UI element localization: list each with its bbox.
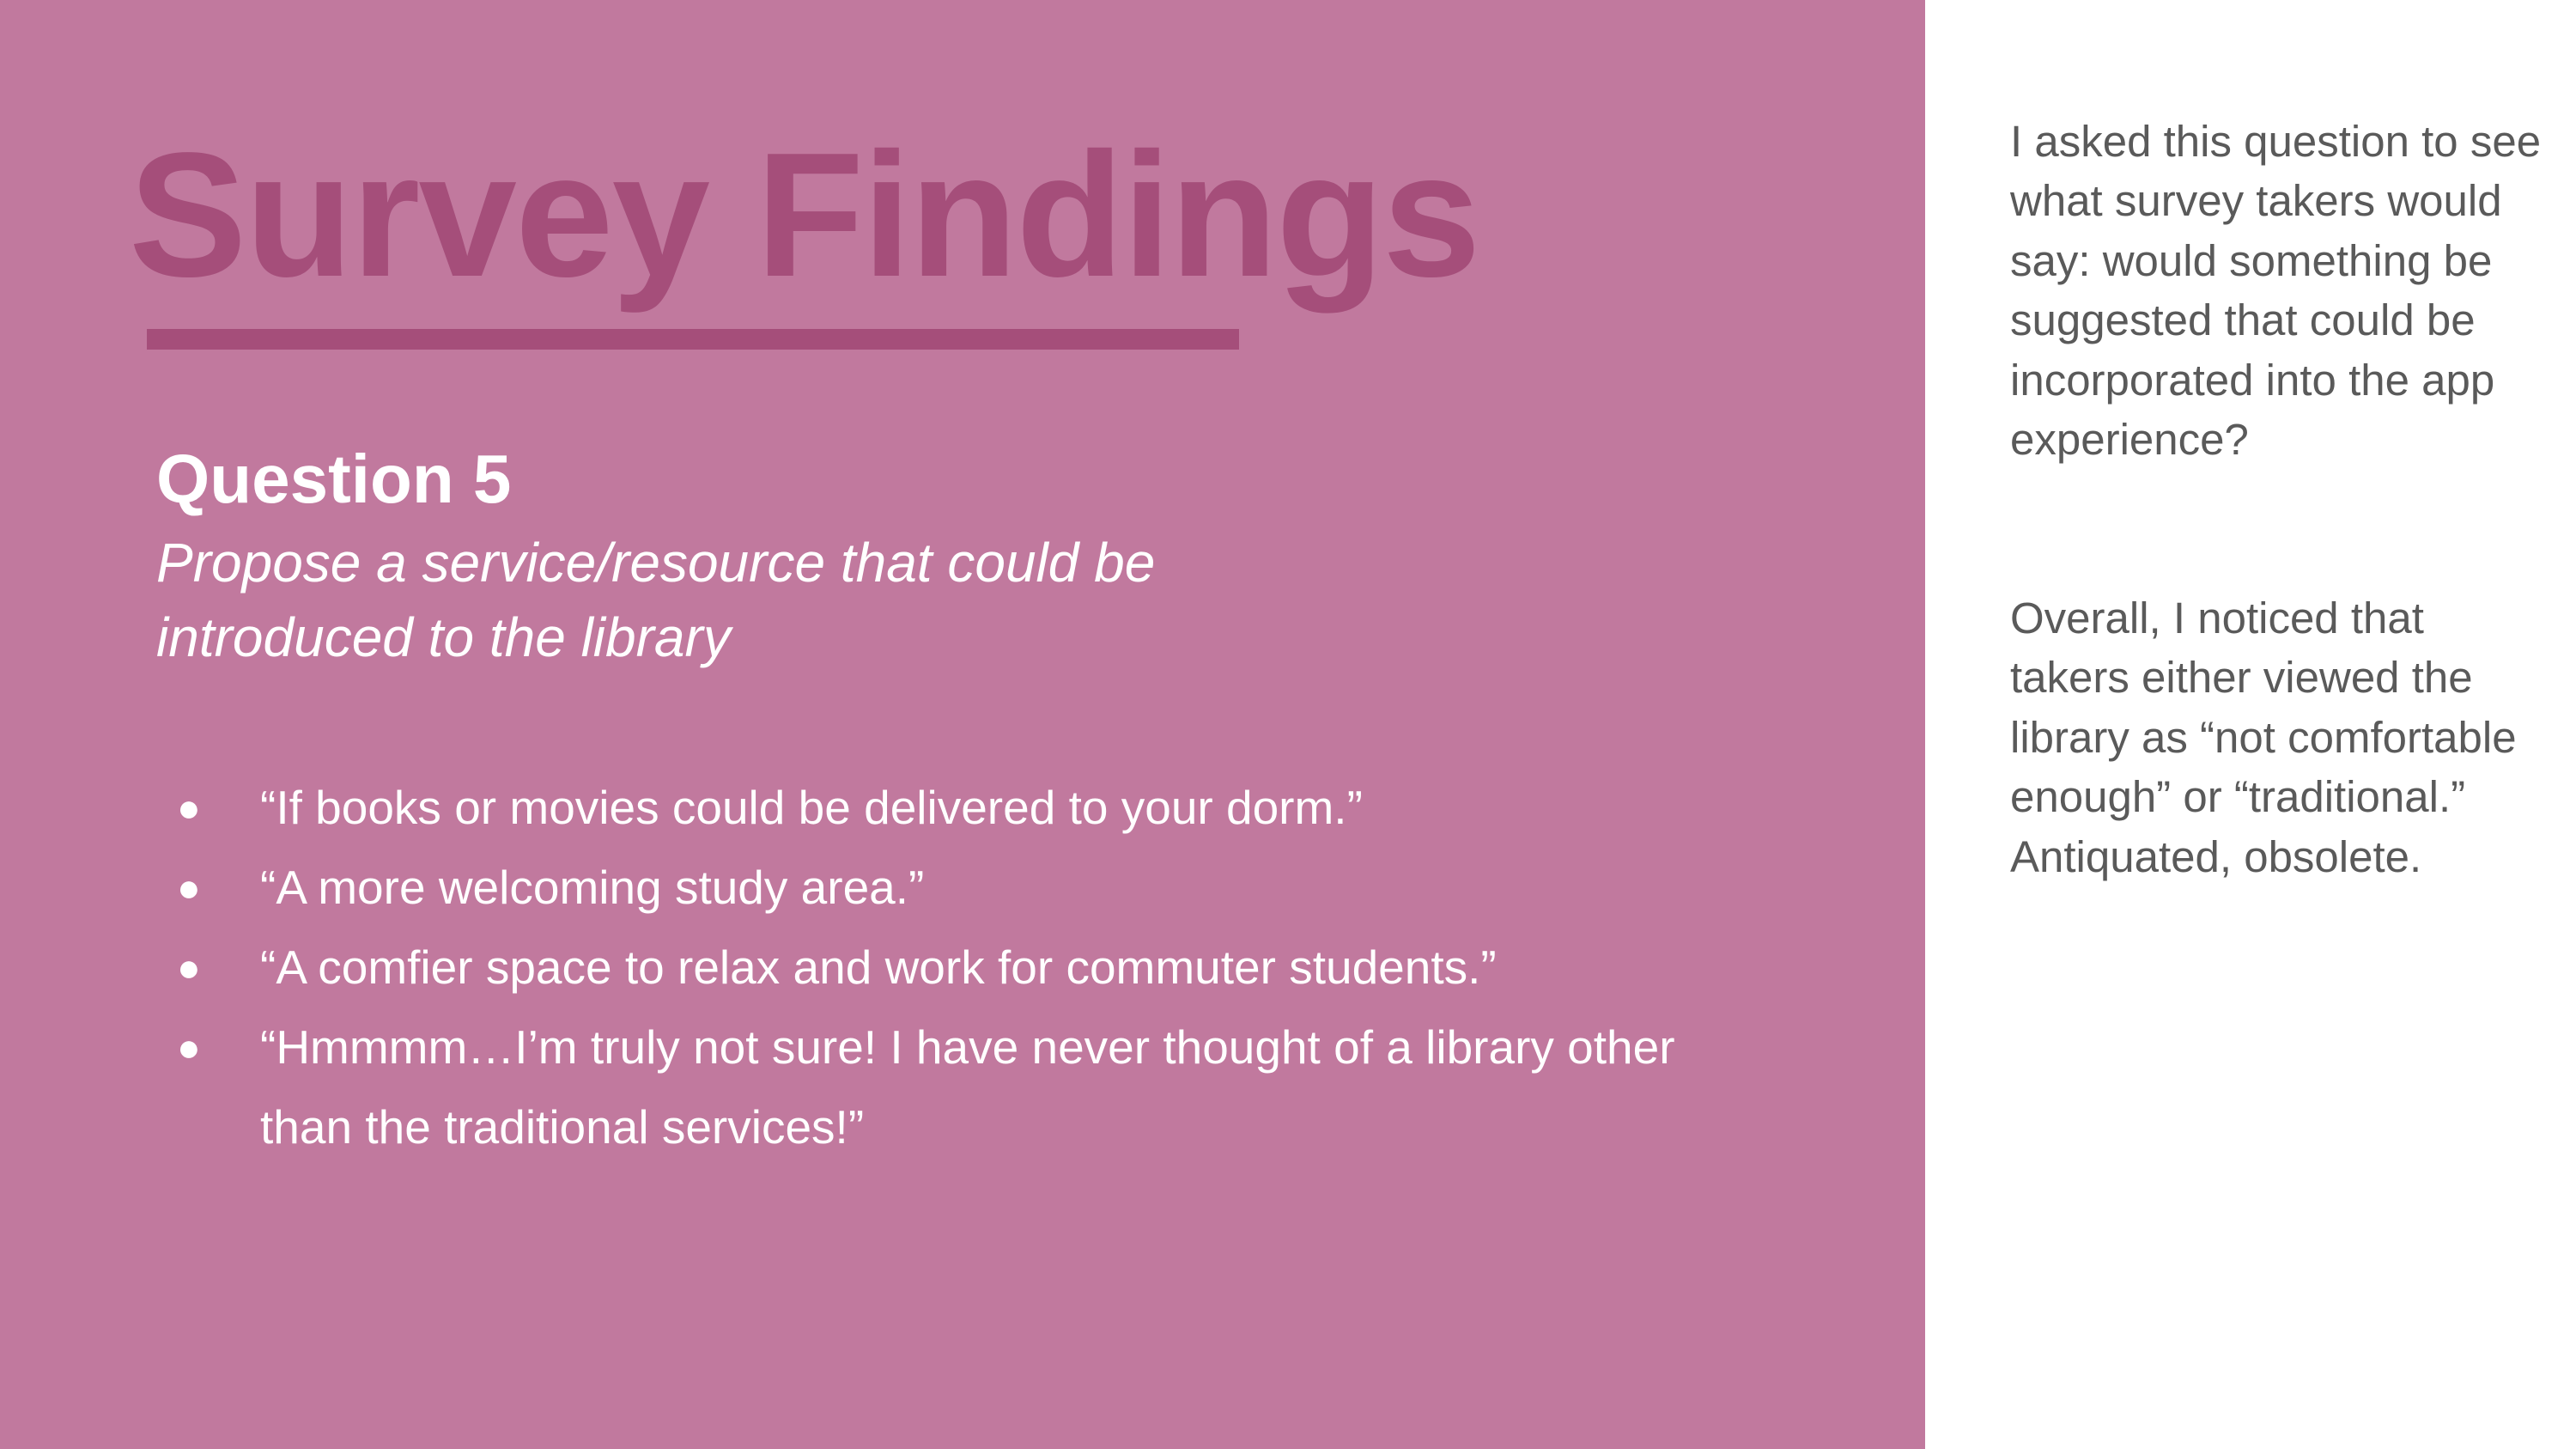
response-text: “A comfier space to relax and work for commuter students.”: [260, 941, 1497, 994]
list-item: [0, 848, 1763, 928]
notes-paragraph-1: I asked this question to see what survey takers would say: would something be suggested that could be incorporated into the app experience?: [2010, 117, 2542, 465]
list-item: [0, 928, 1763, 1008]
list-item: [0, 1008, 1763, 1167]
bullet-icon: ●: [177, 865, 201, 910]
question-heading: Question 5: [156, 441, 512, 517]
title-underline: [147, 329, 1239, 350]
response-list: [0, 768, 1925, 1167]
bullet-icon: ●: [177, 1025, 201, 1069]
response-text: “A more welcoming study area.”: [260, 861, 925, 914]
bullet-icon: ●: [177, 945, 201, 989]
response-text: “If books or movies could be delivered to your dorm.”: [260, 781, 1363, 834]
question-prompt: Propose a service/resource that could be introduced to the library: [156, 532, 1156, 668]
notes-paragraph-2: Overall, I noticed that takers either viewed the library as “not comfortable enough” or “traditional.” Antiquated, obsolete.: [2010, 594, 2517, 881]
list-item: [0, 768, 1763, 848]
response-text: “Hmmmm…I’m truly not sure! I have never thought of a library other than the traditional services!”: [260, 1020, 1675, 1154]
bullet-icon: ●: [177, 785, 201, 830]
slide-title: Survey Findings: [129, 116, 1479, 314]
